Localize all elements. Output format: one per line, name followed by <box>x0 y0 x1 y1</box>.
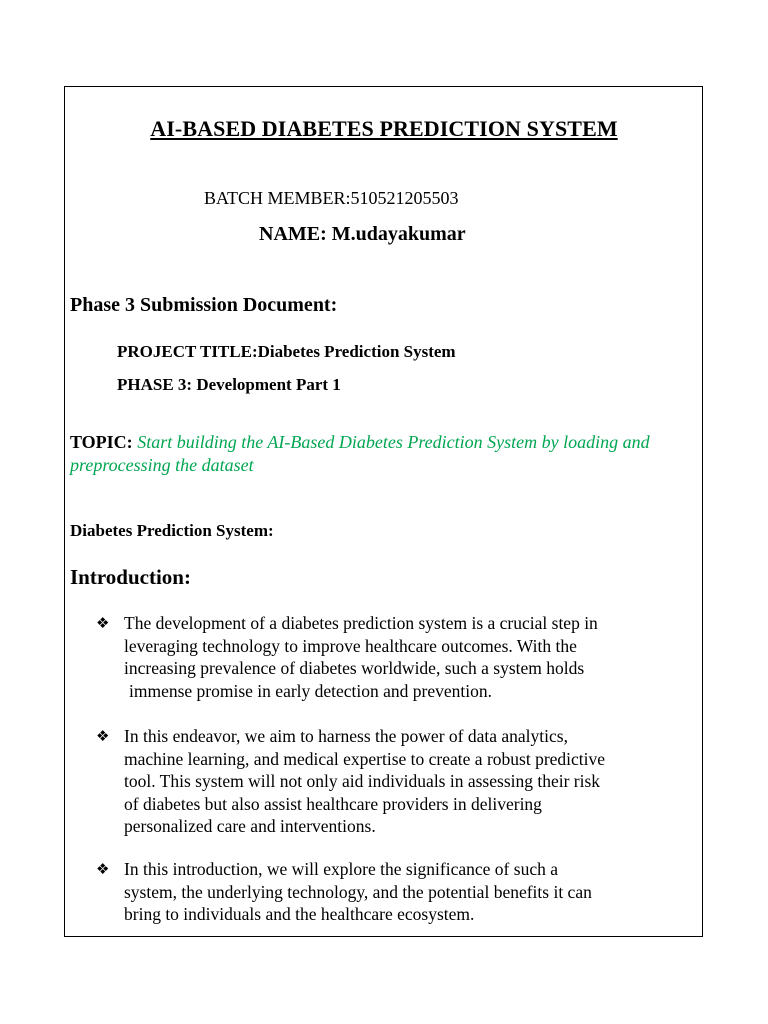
document-title: AI-BASED DIABETES PREDICTION SYSTEM <box>150 116 618 141</box>
bullet-line: In this endeavor, we aim to harness the power of data analytics, <box>124 726 568 746</box>
diamond-bullet-icon: ❖ <box>96 727 110 745</box>
bullet-line: increasing prevalence of diabetes worldwide, such a system holds <box>124 658 585 678</box>
batch-member: BATCH MEMBER:510521205503 <box>204 188 459 208</box>
bullet-text <box>124 612 598 702</box>
bullet-line: system, the underlying technology, and the potential benefits it can <box>124 881 592 902</box>
bullet-line: of diabetes but also assist healthcare providers in delivering <box>124 793 542 814</box>
bullet-line: machine learning, and medical expertise to create a robust predictive <box>124 748 606 769</box>
section-heading: Diabetes Prediction System: <box>70 521 274 540</box>
topic-paragraph <box>70 431 670 477</box>
topic-label: TOPIC: <box>70 432 133 452</box>
bullet-line: personalized care and interventions. <box>124 816 376 836</box>
diamond-bullet-icon: ❖ <box>96 860 110 878</box>
bullet-text <box>124 725 605 838</box>
project-title: PROJECT TITLE:Diabetes Prediction System <box>117 342 456 361</box>
bullet-line: bring to individuals and the healthcare ecosystem. <box>124 904 475 924</box>
student-name: NAME: M.udayakumar <box>259 223 466 245</box>
topic-text: Start building the AI-Based Diabetes Prediction System by loading and preprocessing the dataset <box>70 432 650 475</box>
bullet-text <box>124 858 592 926</box>
bullet-line: leveraging technology to improve healthcare outcomes. With the <box>124 635 577 656</box>
diamond-bullet-icon: ❖ <box>96 614 110 632</box>
phase3-label: PHASE 3: Development Part 1 <box>117 375 341 394</box>
introduction-heading: Introduction: <box>70 565 191 589</box>
bullet-line: The development of a diabetes prediction system is a crucial step in <box>124 613 598 633</box>
bullet-line: tool. This system will not only aid individuals in assessing their risk <box>124 771 601 791</box>
phase-heading: Phase 3 Submission Document: <box>70 294 338 316</box>
bullet-line: In this introduction, we will explore the significance of such a <box>124 859 558 879</box>
bullet-line: immense promise in early detection and prevention. <box>129 680 493 701</box>
